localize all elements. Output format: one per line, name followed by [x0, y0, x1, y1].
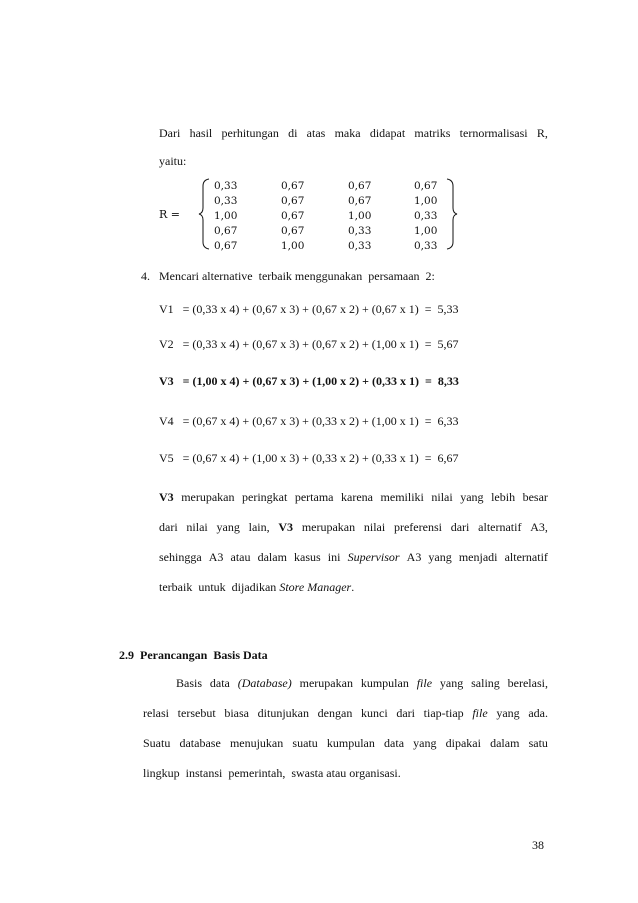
matrix-cell: 0,67: [348, 180, 372, 192]
matrix-cell: 0,67: [281, 225, 305, 237]
word: Supervisor: [347, 550, 400, 564]
word: suatu: [292, 736, 318, 750]
matrix-cell: 1,00: [214, 210, 238, 222]
word: merupakan: [181, 490, 235, 504]
word: A3,: [530, 520, 548, 534]
word: peringkat: [242, 490, 288, 504]
word: kumpulan: [360, 676, 409, 690]
word: tiap-tiap: [423, 706, 464, 720]
equation-v2: V2 = (0,33 x 4) + (0,67 x 3) + (0,67 x 2) + (1,00 x 1) = 5,67: [159, 337, 459, 351]
text: Store Manager: [279, 580, 352, 594]
word: pertama: [294, 490, 334, 504]
word: nilai: [363, 520, 386, 534]
word: merupakan: [301, 520, 356, 534]
word: Dari: [159, 126, 181, 140]
word: lebih: [491, 490, 516, 504]
word: yang: [216, 520, 240, 534]
conclusion-line-2: [159, 520, 548, 535]
matrix-cell: 0,33: [414, 240, 438, 252]
word: nilai: [431, 490, 453, 504]
matrix-cell: 0,67: [214, 240, 238, 252]
word: preferensi: [393, 520, 442, 534]
word: kasus: [294, 550, 321, 564]
section-heading: 2.9 Perancangan Basis Data: [119, 648, 268, 662]
word: data: [384, 736, 405, 750]
equation-v1: V1 = (0,33 x 4) + (0,67 x 3) + (0,67 x 2) + (0,67 x 1) = 5,33: [159, 302, 459, 316]
matrix-cell: 0,67: [281, 180, 305, 192]
word: nilai: [186, 520, 208, 534]
word: dalam: [257, 550, 287, 564]
word: tersebut: [177, 706, 216, 720]
word: A3: [406, 550, 422, 564]
word: yang: [460, 490, 484, 504]
matrix-cell: 0,67: [281, 195, 305, 207]
text: terbaik untuk dijadikan: [159, 580, 280, 594]
word: dipakai: [445, 736, 481, 750]
word: dalam: [490, 736, 520, 750]
word: relasi: [143, 706, 169, 720]
word: atau: [230, 550, 251, 564]
word: kumpulan: [326, 736, 375, 750]
section-para-line-2: [143, 706, 548, 721]
equation-v3: V3 = (1,00 x 4) + (0,67 x 3) + (1,00 x 2) + (0,33 x 1) = 8,33: [159, 374, 459, 388]
word: ternormalisasi: [459, 126, 528, 140]
word: dari: [159, 520, 178, 534]
word: data: [209, 676, 230, 690]
word: berelasi,: [507, 676, 548, 690]
word: Suatu: [143, 736, 171, 750]
matrix-cell: 0,33: [414, 210, 438, 222]
word: yang: [413, 736, 437, 750]
word: dari: [450, 520, 470, 534]
intro-line-1: [159, 126, 548, 141]
matrix-cell: 0,33: [214, 180, 238, 192]
conclusion-line-4: [159, 580, 354, 595]
word: di: [288, 126, 298, 140]
word: perhitungan: [221, 126, 279, 140]
word: V3: [159, 490, 174, 504]
word: menjadi: [458, 550, 498, 564]
matrix-cell: 1,00: [414, 225, 438, 237]
word: file: [416, 676, 433, 690]
word: yang: [496, 706, 520, 720]
page-number: 38: [532, 838, 544, 852]
equation-v5: V5 = (0,67 x 4) + (1,00 x 3) + (0,33 x 2) + (0,33 x 1) = 6,67: [159, 451, 459, 465]
word: hasil: [189, 126, 213, 140]
word: karena: [341, 490, 374, 504]
step-text: Mencari alternative terbaik menggunakan persamaan 2:: [159, 269, 435, 283]
word: sehingga: [159, 550, 202, 564]
matrix-cell: 0,33: [348, 240, 372, 252]
word: (Database): [237, 676, 292, 690]
word: matriks: [414, 126, 451, 140]
word: V3: [278, 520, 294, 534]
word: ada.: [528, 706, 548, 720]
word: dari: [396, 706, 415, 720]
matrix-cell: 1,00: [348, 210, 372, 222]
section-para-line-1: [176, 676, 548, 691]
word: merupakan: [299, 676, 353, 690]
word: menujukan: [229, 736, 284, 750]
left-brace-icon: [198, 178, 212, 250]
word: saling: [471, 676, 500, 690]
right-brace-icon: [444, 178, 458, 250]
word: atas: [306, 126, 326, 140]
word: alternatif: [504, 550, 548, 564]
section-para-line-4: lingkup instansi pemerintah, swasta atau organisasi.: [143, 766, 401, 780]
word: yang: [428, 550, 452, 564]
matrix-cell: 0,67: [414, 180, 438, 192]
word: memiliki: [380, 490, 424, 504]
matrix-label: R =: [159, 208, 180, 221]
word: A3: [208, 550, 224, 564]
word: database: [179, 736, 221, 750]
word: alternatif: [478, 520, 522, 534]
section-para-line-3: [143, 736, 548, 751]
word: yang: [439, 676, 464, 690]
word: kunci: [361, 706, 388, 720]
matrix-cell: 0,67: [214, 225, 238, 237]
intro-line-2: yaitu:: [159, 154, 187, 168]
word: biasa: [224, 706, 249, 720]
word: file: [472, 706, 488, 720]
word: ini: [327, 550, 341, 564]
matrix-cell: 1,00: [281, 240, 305, 252]
matrix-cell: 0,33: [348, 225, 372, 237]
word: lain,: [248, 520, 270, 534]
matrix-cell: 1,00: [414, 195, 438, 207]
word: R,: [536, 126, 548, 140]
matrix-cell: 0,33: [214, 195, 238, 207]
word: maka: [334, 126, 361, 140]
equation-v4: V4 = (0,67 x 4) + (0,67 x 3) + (0,33 x 2) + (1,00 x 1) = 6,33: [159, 414, 459, 428]
word: satu: [528, 736, 548, 750]
word: dengan: [317, 706, 353, 720]
text: .: [351, 580, 355, 594]
word: Basis: [176, 676, 203, 690]
word: didapat: [369, 126, 406, 140]
conclusion-line-3: [159, 550, 548, 565]
word: besar: [522, 490, 548, 504]
matrix-cell: 0,67: [281, 210, 305, 222]
step-number: 4.: [141, 269, 150, 283]
word: ditunjukan: [257, 706, 309, 720]
matrix-cell: 0,67: [348, 195, 372, 207]
conclusion-line-1: [159, 490, 548, 505]
